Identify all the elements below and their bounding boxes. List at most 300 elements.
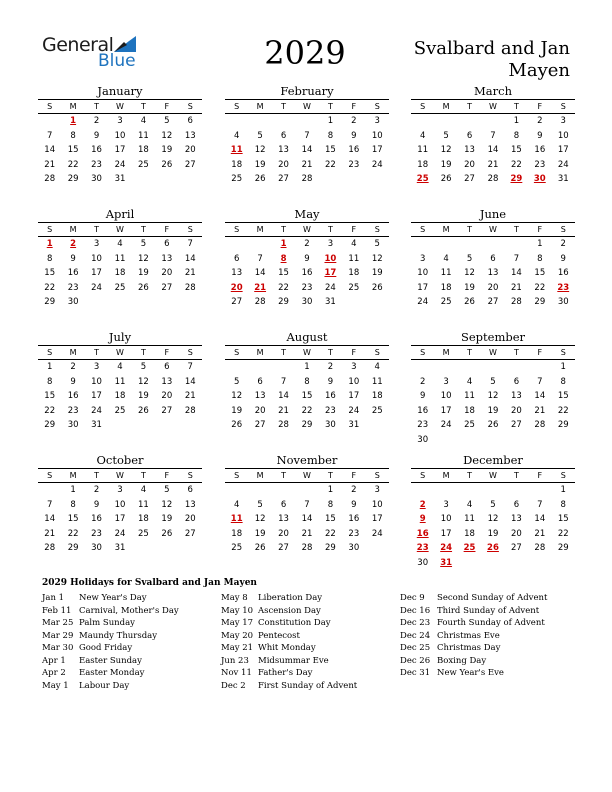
day-cell: 29	[534, 297, 546, 307]
day-cell: 3	[443, 376, 449, 387]
day-cell: 23	[67, 405, 79, 416]
day-cell: 27	[161, 405, 173, 416]
day-cell: 10	[417, 268, 429, 278]
empty-cell	[155, 172, 178, 187]
day-cell: 17	[114, 145, 126, 155]
holiday-date: Apr 2	[42, 668, 66, 678]
day-cell: 13	[464, 145, 475, 155]
day-cell	[411, 498, 434, 513]
empty-cell	[505, 556, 528, 571]
day-cell	[225, 512, 248, 527]
holiday-date: May 20	[221, 630, 254, 641]
day-header: W	[303, 348, 311, 357]
week-row	[411, 512, 575, 527]
week-row	[38, 281, 202, 296]
holiday-day: 25	[463, 543, 476, 553]
day-cell: 3	[560, 116, 566, 126]
day-cell: 27	[510, 420, 522, 430]
holiday-name: Liberation Day	[258, 593, 323, 603]
day-cell	[434, 541, 457, 556]
day-cell: 2	[537, 116, 543, 126]
day-cell: 11	[137, 499, 149, 510]
holiday-date: Jun 23	[221, 655, 249, 666]
holiday-day: 21	[254, 282, 267, 293]
holiday-name: New Year's Eve	[437, 668, 504, 678]
day-cell: 26	[254, 174, 266, 184]
day-cell: 18	[137, 514, 149, 524]
day-cell: 15	[557, 391, 569, 401]
day-cell: 5	[490, 376, 496, 387]
day-cell: 28	[254, 297, 266, 307]
holiday-name: Ascension Day	[258, 605, 321, 616]
holiday-date: Dec 2	[221, 680, 246, 691]
day-header: W	[303, 471, 311, 480]
day-cell: 15	[324, 514, 336, 524]
day-cell: 22	[67, 528, 79, 539]
week-row	[411, 266, 575, 281]
day-header-row	[411, 345, 575, 360]
day-header: T	[327, 348, 333, 357]
day-cell: 8	[327, 130, 334, 141]
day-cell: 25	[231, 174, 243, 184]
day-cell: 27	[278, 543, 289, 553]
day-cell: 5	[257, 499, 263, 510]
week-row	[38, 527, 202, 542]
day-header: S	[234, 225, 240, 234]
day-cell: 27	[184, 528, 196, 539]
day-cell: 24	[91, 282, 102, 293]
holiday-name: Boxing Day	[437, 655, 487, 666]
week-row	[411, 281, 575, 296]
empty-cell	[481, 556, 504, 571]
holiday-item	[221, 680, 357, 693]
day-cell: 12	[161, 130, 173, 141]
day-cell: 9	[420, 391, 426, 401]
holiday-day: 9	[419, 514, 426, 524]
month-name: March	[474, 84, 512, 98]
day-cell: 31	[557, 174, 569, 184]
day-header: T	[281, 471, 286, 480]
day-header: S	[234, 471, 240, 480]
day-cell: 28	[301, 543, 313, 553]
day-cell: 3	[327, 239, 334, 249]
day-cell: 30	[67, 297, 79, 307]
day-cell: 2	[420, 376, 426, 387]
day-header: S	[47, 225, 53, 234]
day-cell: 17	[371, 145, 383, 155]
day-cell: 2	[93, 485, 100, 495]
day-cell: 28	[510, 297, 522, 307]
day-header: W	[489, 348, 497, 357]
day-cell: 8	[327, 499, 334, 510]
week-row	[411, 143, 575, 158]
day-cell	[319, 252, 342, 267]
day-cell: 14	[301, 145, 313, 155]
empty-cell	[458, 483, 481, 498]
day-cell: 29	[44, 297, 56, 307]
day-cell: 24	[371, 159, 383, 170]
day-cell: 8	[47, 253, 53, 264]
day-cell: 4	[351, 239, 357, 249]
day-cell: 12	[371, 253, 383, 264]
holiday-name: First Sunday of Advent	[258, 680, 358, 691]
day-cell: 12	[440, 145, 452, 155]
holiday-day: 29	[510, 174, 523, 184]
day-cell: 20	[161, 391, 173, 401]
day-cell: 9	[304, 253, 310, 264]
empty-cell	[272, 360, 295, 375]
day-cell: 8	[304, 376, 310, 387]
day-cell: 16	[67, 391, 79, 401]
day-cell: 30	[417, 434, 429, 445]
day-cell: 3	[93, 239, 100, 249]
day-header: W	[116, 471, 124, 480]
week-row	[225, 527, 389, 542]
day-cell: 9	[93, 499, 100, 510]
day-cell: 4	[140, 485, 147, 495]
day-cell: 15	[324, 145, 336, 155]
day-header: F	[537, 348, 543, 357]
day-header: T	[140, 225, 146, 234]
day-cell: 21	[278, 405, 289, 416]
day-header: S	[560, 102, 566, 111]
day-cell: 9	[70, 253, 76, 264]
day-cell: 1	[304, 362, 310, 372]
day-cell: 10	[557, 130, 569, 141]
day-cell: 1	[327, 485, 334, 495]
week-row	[225, 360, 389, 375]
day-cell: 18	[114, 268, 126, 278]
day-cell: 27	[231, 297, 243, 307]
day-cell: 8	[70, 499, 76, 510]
day-cell: 5	[140, 239, 147, 249]
day-cell	[434, 556, 457, 571]
day-cell: 27	[464, 174, 475, 184]
holiday-day: 11	[230, 145, 243, 155]
day-cell: 5	[443, 130, 449, 141]
day-cell: 28	[278, 420, 289, 430]
day-cell: 26	[137, 282, 149, 293]
day-cell: 26	[161, 159, 173, 170]
day-cell: 7	[280, 376, 287, 387]
week-row	[411, 158, 575, 173]
month-name: June	[479, 207, 507, 221]
month-november	[225, 453, 389, 556]
day-cell: 12	[254, 145, 266, 155]
day-header: T	[140, 102, 146, 111]
day-header: T	[327, 471, 333, 480]
day-cell	[411, 512, 434, 527]
day-header: F	[537, 225, 543, 234]
holiday-date: Nov 11	[221, 668, 252, 678]
day-cell: 21	[534, 528, 546, 539]
day-header: S	[420, 471, 426, 480]
empty-cell	[225, 483, 248, 498]
empty-cell	[505, 483, 528, 498]
empty-cell	[225, 114, 248, 129]
day-header: T	[467, 348, 472, 357]
month-january	[38, 84, 202, 187]
day-cell	[248, 281, 271, 296]
day-cell: 4	[140, 116, 147, 126]
holiday-day: 23	[416, 543, 429, 553]
day-cell: 10	[440, 514, 452, 524]
holiday-date: Dec 26	[400, 655, 431, 666]
day-cell: 13	[510, 514, 522, 524]
day-cell: 30	[67, 420, 79, 430]
day-header-row	[411, 468, 575, 483]
day-cell: 14	[254, 268, 266, 278]
day-header-row	[225, 99, 389, 114]
empty-cell	[179, 295, 202, 310]
day-cell: 26	[231, 420, 243, 430]
day-cell: 6	[490, 253, 496, 264]
day-header: W	[303, 102, 311, 111]
day-cell: 2	[327, 362, 334, 372]
holiday-date: May 1	[42, 680, 69, 691]
day-cell: 16	[348, 514, 360, 524]
day-header-row	[225, 222, 389, 237]
day-cell: 22	[324, 528, 336, 539]
day-cell: 9	[93, 130, 100, 141]
day-header: M	[442, 225, 450, 234]
holiday-date: Dec 9	[400, 593, 425, 603]
day-cell: 11	[464, 514, 475, 524]
empty-cell	[528, 483, 551, 498]
month-name: April	[105, 207, 135, 221]
holiday-item	[400, 667, 547, 680]
holiday-date: May 8	[221, 593, 248, 603]
day-cell: 26	[161, 528, 173, 539]
month-march	[411, 84, 575, 187]
day-cell: 16	[557, 268, 569, 278]
day-cell: 13	[487, 268, 499, 278]
holiday-date: Mar 30	[42, 643, 74, 653]
week-row	[225, 143, 389, 158]
day-cell: 29	[44, 420, 56, 430]
day-cell: 13	[161, 253, 173, 264]
empty-cell	[411, 114, 434, 129]
day-cell	[481, 541, 504, 556]
week-row	[411, 375, 575, 390]
empty-cell	[248, 360, 271, 375]
empty-cell	[248, 237, 271, 252]
week-row	[225, 404, 389, 419]
day-cell: 31	[114, 543, 126, 553]
holiday-date: Dec 16	[400, 605, 431, 616]
day-header-row	[225, 345, 389, 360]
day-cell: 29	[67, 174, 79, 184]
day-cell: 22	[278, 282, 289, 293]
day-cell: 10	[114, 130, 126, 141]
day-cell: 5	[140, 362, 147, 372]
day-cell: 10	[348, 376, 360, 387]
holiday-column	[42, 592, 179, 692]
empty-cell	[458, 556, 481, 571]
day-header: F	[164, 225, 170, 234]
week-row	[225, 252, 389, 267]
month-name: September	[460, 330, 526, 344]
day-cell: 27	[487, 297, 499, 307]
holiday-item	[400, 617, 547, 630]
month-name: October	[96, 453, 144, 467]
empty-cell	[528, 556, 551, 571]
day-cell: 18	[348, 268, 360, 278]
day-cell: 15	[510, 145, 522, 155]
week-row	[411, 237, 575, 252]
day-header: F	[537, 102, 543, 111]
holiday-name: Second Sunday of Advent	[437, 593, 548, 603]
day-cell: 16	[417, 405, 429, 416]
day-cell: 25	[137, 528, 149, 539]
week-row	[38, 129, 202, 144]
week-row	[225, 295, 389, 310]
day-cell: 6	[187, 485, 193, 495]
week-row	[225, 498, 389, 513]
empty-cell	[434, 433, 457, 448]
holiday-item	[42, 630, 179, 643]
holiday-name: Christmas Eve	[437, 630, 500, 641]
holiday-day: 10	[324, 253, 337, 264]
day-cell: 20	[161, 268, 173, 278]
day-cell	[225, 143, 248, 158]
day-header-row	[225, 468, 389, 483]
day-cell: 23	[301, 282, 313, 293]
month-name: February	[280, 84, 334, 98]
logo-flag-icon	[114, 36, 136, 52]
day-cell: 21	[301, 528, 313, 539]
day-header: S	[234, 348, 240, 357]
empty-cell	[434, 114, 457, 129]
day-cell: 30	[417, 557, 429, 568]
day-cell: 18	[137, 145, 149, 155]
day-cell: 28	[44, 543, 56, 553]
month-name: November	[276, 453, 338, 467]
day-cell: 28	[534, 420, 546, 430]
day-header: T	[94, 102, 99, 111]
day-header-row	[411, 99, 575, 114]
day-cell: 23	[417, 420, 429, 430]
empty-cell	[38, 114, 61, 129]
day-cell: 24	[371, 528, 383, 539]
week-row	[411, 172, 575, 187]
day-cell: 13	[254, 391, 266, 401]
day-cell: 17	[348, 391, 360, 401]
empty-cell	[434, 483, 457, 498]
week-row	[411, 433, 575, 448]
day-cell: 1	[560, 485, 566, 495]
day-cell: 9	[537, 130, 543, 141]
day-cell: 25	[114, 405, 126, 416]
day-cell: 1	[513, 116, 520, 126]
day-cell: 31	[324, 297, 336, 307]
day-cell: 20	[510, 405, 522, 416]
day-header-row	[38, 345, 202, 360]
holiday-name: Christmas Day	[437, 643, 501, 653]
day-cell: 6	[234, 253, 240, 264]
day-cell: 22	[301, 405, 313, 416]
month-may	[225, 207, 389, 310]
day-cell: 3	[374, 485, 380, 495]
holiday-item	[221, 630, 357, 643]
day-cell: 26	[137, 405, 149, 416]
holiday-item	[400, 630, 547, 643]
day-header: S	[187, 348, 193, 357]
week-row	[225, 375, 389, 390]
empty-cell	[366, 541, 389, 556]
day-header: S	[234, 102, 240, 111]
day-cell: 10	[114, 499, 126, 510]
holiday-date: Feb 11	[42, 605, 72, 616]
day-cell: 25	[371, 405, 383, 416]
day-header: T	[94, 225, 99, 234]
week-row	[225, 418, 389, 433]
empty-cell	[272, 114, 295, 129]
empty-cell	[411, 483, 434, 498]
day-cell: 8	[513, 130, 520, 141]
day-cell: 22	[67, 159, 79, 170]
day-cell: 26	[440, 174, 452, 184]
day-cell: 4	[234, 130, 240, 141]
day-cell: 21	[487, 159, 499, 170]
day-cell: 15	[278, 268, 289, 278]
day-cell: 19	[137, 391, 149, 401]
empty-cell	[434, 237, 457, 252]
day-cell: 30	[91, 174, 102, 184]
holidays-title: 2029 Holidays for Svalbard and Jan Mayen	[42, 578, 257, 588]
holiday-day: 31	[440, 557, 453, 568]
day-cell: 17	[417, 282, 429, 293]
empty-cell	[342, 172, 365, 187]
day-cell: 27	[254, 420, 266, 430]
day-header: M	[442, 348, 450, 357]
empty-cell	[481, 360, 504, 375]
empty-cell	[481, 433, 504, 448]
holiday-name: Constitution Day	[258, 618, 331, 628]
day-header: F	[351, 471, 357, 480]
empty-cell	[481, 237, 504, 252]
holiday-name: New Year's Day	[79, 593, 147, 603]
month-april	[38, 207, 202, 310]
day-cell: 23	[67, 282, 79, 293]
day-cell	[38, 237, 61, 252]
brand-logo	[42, 34, 142, 70]
day-cell: 26	[254, 543, 266, 553]
empty-cell	[155, 418, 178, 433]
day-cell: 29	[67, 543, 79, 553]
day-cell: 20	[184, 145, 196, 155]
week-row	[38, 512, 202, 527]
week-row	[411, 389, 575, 404]
day-cell: 17	[440, 405, 452, 416]
day-cell: 18	[417, 159, 429, 170]
day-cell: 27	[184, 159, 196, 170]
holiday-name: Carnival, Mother's Day	[79, 605, 179, 616]
day-header: F	[351, 348, 357, 357]
day-cell: 12	[487, 391, 499, 401]
month-december	[411, 453, 575, 570]
holiday-day: 1	[70, 116, 77, 126]
day-cell	[319, 266, 342, 281]
day-cell: 20	[510, 528, 522, 539]
day-cell: 21	[184, 268, 196, 278]
week-row	[411, 404, 575, 419]
day-cell: 9	[70, 376, 76, 387]
empty-cell	[272, 483, 295, 498]
day-cell: 23	[91, 528, 102, 539]
holiday-date: Apr 1	[42, 655, 66, 666]
week-row	[411, 498, 575, 513]
